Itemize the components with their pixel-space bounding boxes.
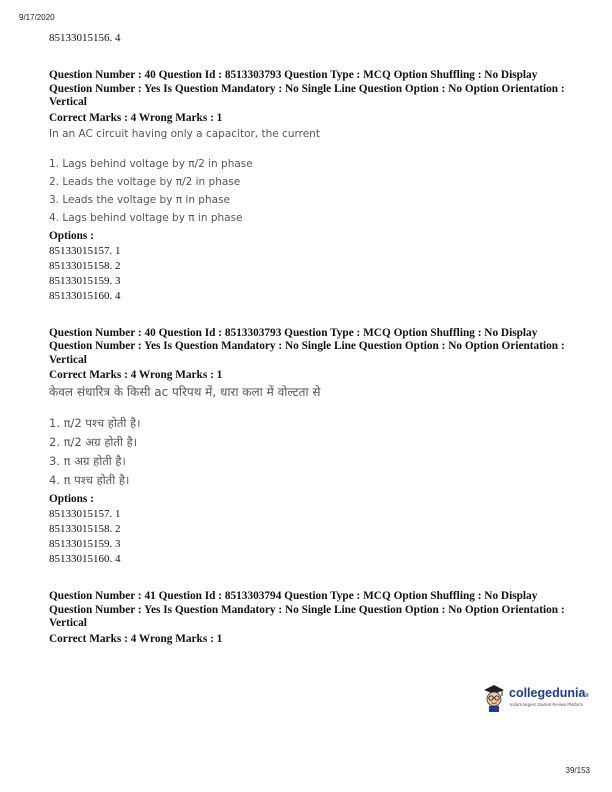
options-label: Options : — [49, 229, 94, 242]
choice-item: 1. π/2 पश्च होती है। — [49, 416, 141, 430]
previous-option-tail: 85133015156. 4 — [49, 32, 121, 44]
question-marks: Correct Marks : 4 Wrong Marks : 1 — [49, 632, 223, 645]
question-header: Question Number : 40 Question Id : 8513303793 Question Type : MCQ Option Shuffling : No Display Question Number : Yes Is Question Mandatory : No Single Line Question Option : No Option Orientation : Vertical — [49, 69, 565, 108]
choice-item: 3. π अग्र होती है। — [49, 454, 126, 468]
logo-wordmark: collegedunia® — [509, 686, 590, 700]
question-block-1 — [49, 69, 579, 304]
question-block-3 — [49, 590, 579, 647]
question-text: In an AC circuit having only a capacitor, the current — [49, 127, 320, 140]
choice-item: 2. Leads the voltage by π/2 in phase — [49, 175, 241, 188]
question-choices — [49, 414, 579, 490]
logo-tagline: India's largest Student Review Platform — [510, 702, 583, 707]
question-text: केवल संधारित्र के किसी ac परिपथ में, धारा कला में वोल्टता से — [49, 385, 321, 399]
option-id: 85133015158. 2 — [49, 259, 121, 272]
option-id: 85133015157. 1 — [49, 508, 121, 520]
question-block-2 — [49, 327, 579, 568]
choice-item: 2. π/2 अग्र होती है। — [49, 435, 138, 449]
collegedunia-logo — [482, 684, 590, 714]
choice-item: 1. Lags behind voltage by π/2 in phase — [49, 157, 253, 170]
question-header: Question Number : 41 Question Id : 8513303794 Question Type : MCQ Option Shuffling : No Display Question Number : Yes Is Question Mandatory : No Single Line Question Option : No Option Orientation : Vertical — [49, 590, 565, 629]
question-marks: Correct Marks : 4 Wrong Marks : 1 — [49, 111, 223, 124]
option-id: 85133015157. 1 — [49, 244, 121, 257]
options-label: Options : — [49, 493, 94, 505]
option-id: 85133015160. 4 — [49, 289, 121, 302]
question-header: Question Number : 40 Question Id : 8513303793 Question Type : MCQ Option Shuffling : No Display Question Number : Yes Is Question Mandatory : No Single Line Question Option : No Option Orientation : Vertical — [49, 326, 565, 366]
student-mascot-icon — [482, 684, 506, 712]
choice-item: 4. Lags behind voltage by π in phase — [49, 211, 243, 224]
question-marks: Correct Marks : 4 Wrong Marks : 1 — [49, 369, 223, 381]
choice-item: 4. π पश्च होती है। — [49, 473, 130, 487]
option-id: 85133015159. 3 — [49, 274, 121, 287]
choice-item: 3. Leads the voltage by π in phase — [49, 193, 230, 206]
option-id: 85133015158. 2 — [49, 523, 121, 535]
option-id: 85133015159. 3 — [49, 538, 121, 550]
question-choices — [49, 155, 579, 227]
option-id: 85133015160. 4 — [49, 553, 121, 565]
page-number: 39/153 — [565, 766, 590, 775]
document-body — [49, 31, 579, 647]
print-date: 9/17/2020 — [19, 13, 55, 22]
